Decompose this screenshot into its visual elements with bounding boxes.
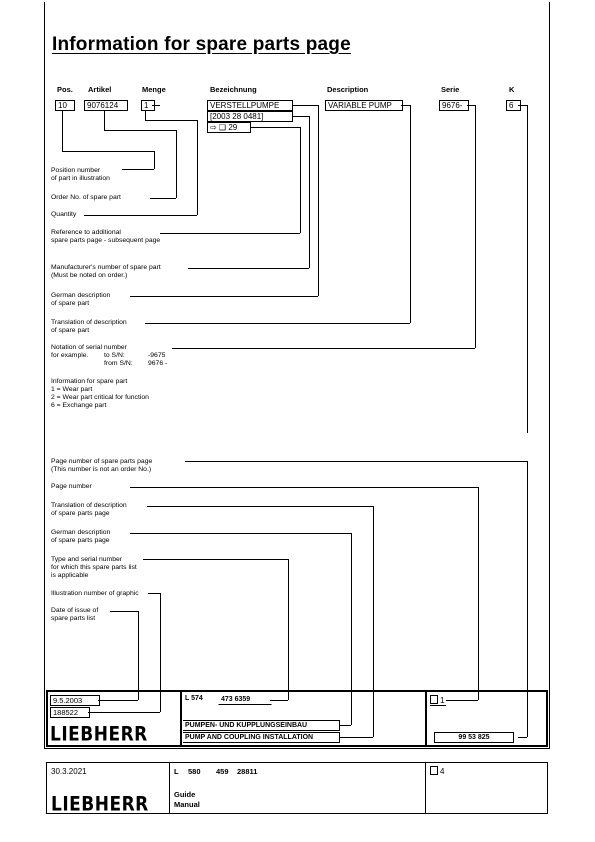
connector-line [143, 559, 288, 560]
connector-line [292, 116, 309, 117]
example-footer-page-wrap [430, 695, 444, 705]
connector-line [197, 120, 198, 215]
label-page-number-spp: Page number of spare parts page (This number is not an order No.) [51, 458, 153, 473]
connector-line [478, 487, 479, 700]
connector-line [122, 169, 154, 170]
footer-page: 4 [440, 767, 445, 776]
connector-line [145, 111, 146, 120]
connector-line [147, 506, 373, 507]
connector-line [425, 690, 427, 747]
connector-line [62, 111, 63, 151]
connector-line [169, 762, 170, 814]
connector-line [292, 105, 318, 106]
example-footer-type: L 574 [185, 695, 203, 702]
footer-page-wrap [430, 766, 444, 776]
connector-line [430, 705, 446, 706]
page-square-icon [430, 766, 438, 775]
connector-line [467, 105, 475, 106]
connector-line [288, 559, 289, 700]
label-serial-example: for example. [51, 352, 89, 359]
connector-line [130, 533, 351, 534]
example-footer-graphic-no: 188522 [50, 707, 90, 718]
label-german-spp: German description of spare parts page [51, 529, 111, 544]
connector-line [185, 461, 527, 462]
footer-doc-de: Guide [174, 790, 196, 799]
footer-serial2: 28811 [237, 767, 258, 776]
footer-serial: 459 [216, 767, 229, 776]
connector-line [84, 215, 197, 216]
connector-line [518, 105, 527, 106]
label-serial-notation: Notation of serial number [51, 344, 127, 351]
connector-line [401, 105, 410, 106]
connector-line [300, 127, 301, 233]
connector-line [309, 116, 310, 268]
connector-line [176, 130, 177, 198]
connector-line [160, 233, 300, 234]
header-menge: Menge [142, 85, 166, 94]
footer-logo: LIEBHERR [51, 793, 149, 816]
label-translation: Translation of description of spare part [51, 319, 127, 334]
example-footer-page: 1 [440, 696, 445, 705]
example-footer-logo: LIEBHERR [50, 723, 148, 746]
example-menge: 1 [141, 100, 155, 111]
connector-line [154, 151, 155, 169]
connector-line [145, 323, 410, 324]
page-square-icon [430, 695, 438, 704]
header-bezeichnung: Bezeichnung [210, 85, 257, 94]
connector-line [62, 151, 154, 152]
label-page-number: Page number [51, 483, 92, 490]
connector-line [410, 105, 411, 323]
connector-line [172, 348, 475, 349]
connector-line [104, 111, 105, 130]
page-title: Information for spare parts page [52, 34, 351, 55]
connector-line [130, 487, 478, 488]
header-k: K [509, 85, 515, 94]
label-translation-spp: Translation of description of spare parts page [51, 502, 127, 517]
label-order-no: Order No. of spare part [51, 194, 121, 201]
example-footer-date: 9.5.2003 [50, 695, 100, 706]
footer-doc-en: Manual [174, 800, 200, 809]
connector-line [250, 127, 300, 128]
header-pos: Pos. [57, 85, 73, 94]
connector-line [188, 268, 309, 269]
connector-line [130, 296, 318, 297]
connector-line [152, 105, 160, 106]
header-description: Description [327, 85, 369, 94]
label-manufacturer: Manufacturer's number of spare part (Must be noted on order.) [51, 264, 161, 279]
label-type-serial: Type and serial number for which this spare parts list is applicable [51, 556, 137, 579]
connector-line [180, 690, 182, 747]
footer-model: 580 [188, 767, 201, 776]
example-artikel: 9076124 [84, 100, 128, 111]
connector-line [138, 611, 139, 700]
connector-line [148, 593, 160, 594]
label-date-issue: Date of issue of spare parts list [51, 607, 99, 622]
connector-line [110, 611, 138, 612]
connector-line [475, 105, 476, 348]
footer-type: L [174, 767, 179, 776]
connector-line [150, 198, 176, 199]
connector-line [104, 130, 176, 131]
connector-line [318, 105, 319, 296]
label-position-number: Position number of part in illustration [51, 167, 110, 182]
example-pos: 10 [55, 100, 75, 111]
label-illustration-no: Illustration number of graphic [51, 590, 139, 597]
connector-line [145, 120, 197, 121]
label-info-block: Information for spare part 1 = Wear part 2 = Wear part critical for function 6 = Exchange part [51, 378, 149, 409]
example-serie: 9676- [439, 100, 469, 111]
example-footer-english-title: PUMP AND COUPLING INSTALLATION [183, 732, 340, 743]
example-footer-serial: 473 6359 [218, 694, 272, 705]
example-bezeichnung: VERSTELLPUMPE [207, 100, 293, 111]
label-serial-from: from S/N: [104, 360, 133, 367]
example-footer-page-no-spp: 99 53 825 [434, 732, 514, 743]
label-reference: Reference to additional spare parts page - subsequent page [51, 229, 161, 244]
connector-line [527, 105, 528, 433]
label-serial-from-val: 9676 - [148, 360, 168, 367]
example-reference: ⇨ ❏ 29 [207, 122, 251, 133]
example-description: VARIABLE PUMP [325, 100, 403, 111]
label-quantity: Quantity [51, 211, 77, 218]
header-serie: Serie [441, 85, 460, 94]
example-k: 6 [506, 100, 521, 111]
label-serial-to-val: -9675 [148, 352, 166, 359]
label-serial-to: to S/N: [104, 352, 125, 359]
header-artikel: Artikel [88, 85, 112, 94]
label-german-desc: German description of spare part [51, 292, 111, 307]
example-footer-german-title: PUMPEN- UND KUPPLUNGSEINBAU [183, 720, 340, 731]
footer-date: 30.3.2021 [51, 767, 87, 776]
connector-line [425, 762, 426, 814]
example-manufacturer-no: [2003 28 0481] [207, 111, 293, 122]
